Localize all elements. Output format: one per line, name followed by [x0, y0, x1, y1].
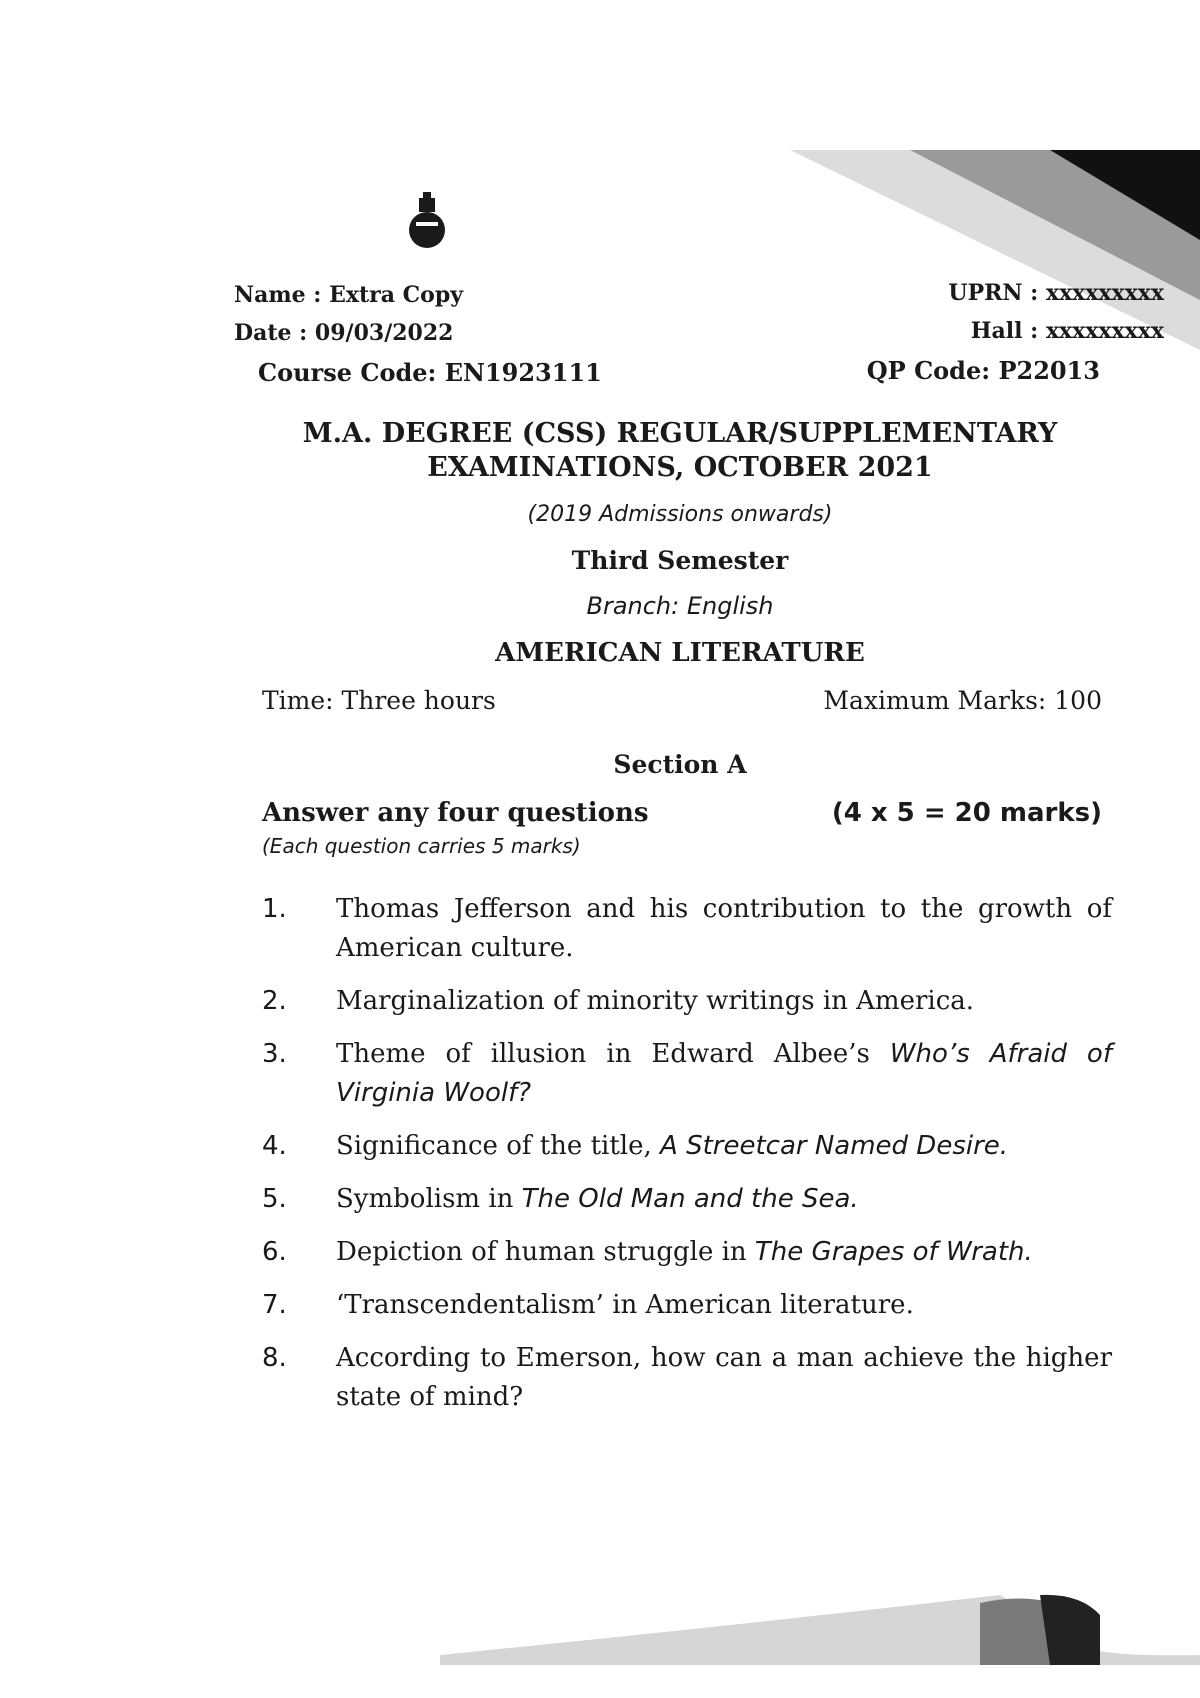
question-text-plain: Theme of illusion in Edward Albee’s: [336, 1039, 890, 1069]
section-note: (Each question carries 5 marks): [262, 834, 581, 858]
maximum-marks: Maximum Marks: 100: [823, 686, 1102, 715]
question-item: [262, 1180, 1112, 1219]
question-item: [262, 1233, 1112, 1272]
question-text: [336, 1233, 1112, 1272]
question-item: [262, 982, 1112, 1021]
section-instruction: Answer any four questions: [262, 798, 649, 828]
exam-date: Date : 09/03/2022: [234, 320, 454, 346]
question-text-plain: Marginalization of minority writings in America.: [336, 986, 975, 1016]
qp-code: QP Code: P22013: [866, 356, 1100, 385]
question-text: [336, 890, 1112, 968]
question-number: 1.: [262, 894, 287, 924]
question-text-title: Who’s Afraid of Virginia Woolf?: [336, 1039, 1112, 1108]
branch: Branch: English: [586, 592, 774, 620]
question-text: [336, 1180, 1112, 1219]
question-text-plain: Thomas Jefferson and his contribution to the growth of American culture.: [336, 894, 1112, 963]
question-item: [262, 1286, 1112, 1325]
section-marks: (4 x 5 = 20 marks): [831, 798, 1102, 828]
question-number: 8.: [262, 1343, 287, 1373]
uprn: UPRN : xxxxxxxxx: [948, 280, 1164, 306]
question-text: [336, 1035, 1112, 1113]
question-text-title: The Grapes of Wrath.: [754, 1237, 1033, 1267]
question-list: [262, 890, 1112, 1431]
exam-title-line-2: EXAMINATIONS, OCTOBER 2021: [427, 452, 933, 483]
scan-shadow-bottom: [440, 1585, 1200, 1665]
hall-number: Hall : xxxxxxxxx: [970, 318, 1164, 344]
question-number: 2.: [262, 986, 287, 1016]
question-text-plain: Significance of the title,: [336, 1131, 661, 1161]
question-text-plain: According to Emerson, how can a man achieve the higher state of mind?: [336, 1343, 1112, 1412]
question-number: 5.: [262, 1184, 287, 1214]
question-number: 4.: [262, 1131, 287, 1161]
question-text: [336, 1127, 1112, 1166]
question-number: 7.: [262, 1290, 287, 1320]
semester: Third Semester: [571, 546, 789, 575]
question-item: [262, 1339, 1112, 1417]
candidate-name: Name : Extra Copy: [234, 282, 463, 308]
question-text: [336, 1339, 1112, 1417]
question-text-title: The Old Man and the Sea.: [521, 1184, 859, 1214]
section-title: Section A: [613, 750, 747, 779]
question-item: [262, 890, 1112, 968]
university-logo: [402, 190, 452, 250]
subject-title: AMERICAN LITERATURE: [495, 638, 865, 668]
question-item: [262, 1035, 1112, 1113]
question-text-plain: ‘Transcendentalism’ in American literature.: [336, 1290, 914, 1320]
course-code: Course Code: EN1923111: [258, 358, 602, 387]
question-number: 3.: [262, 1039, 287, 1069]
exam-title-line-1: M.A. DEGREE (CSS) REGULAR/SUPPLEMENTARY: [302, 418, 1058, 449]
admissions-note: (2019 Admissions onwards): [527, 502, 833, 527]
exam-duration: Time: Three hours: [262, 686, 496, 715]
question-text-plain: Symbolism in: [336, 1184, 522, 1214]
question-text: [336, 982, 1112, 1021]
question-item: [262, 1127, 1112, 1166]
question-text: [336, 1286, 1112, 1325]
question-text-plain: Depiction of human struggle in: [336, 1237, 755, 1267]
question-text-title: A Streetcar Named Desire.: [660, 1131, 1009, 1161]
question-number: 6.: [262, 1237, 287, 1267]
